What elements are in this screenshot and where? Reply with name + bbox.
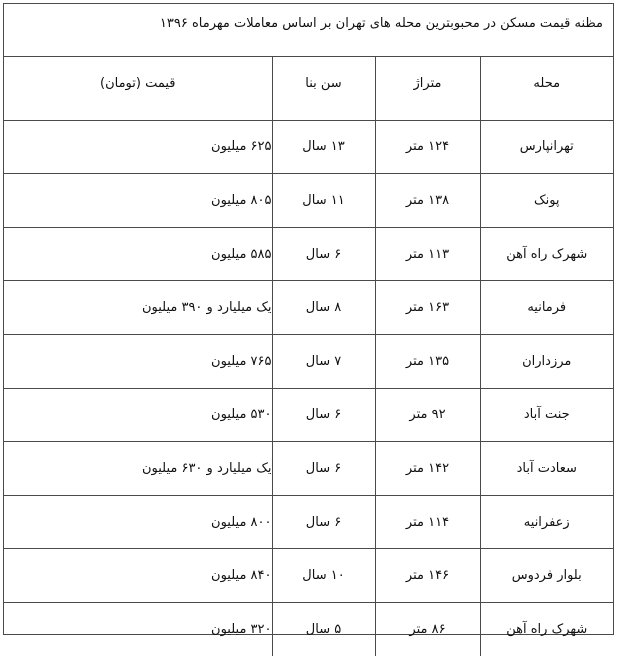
cell-price: ۵۸۵ میلیون xyxy=(4,227,272,281)
cell-age: ۱۰ سال xyxy=(272,549,375,603)
cell-neighborhood: شهرک راه آهن xyxy=(480,602,613,655)
cell-price: ۵۳۰ میلیون xyxy=(4,388,272,442)
cell-neighborhood: پونک xyxy=(480,174,613,228)
header-price: قیمت (تومان) xyxy=(100,75,176,91)
housing-price-table xyxy=(4,57,613,656)
cell-area: ۱۳۸ متر xyxy=(375,174,480,228)
price-table-document xyxy=(3,3,614,635)
cell-neighborhood: تهرانپارس xyxy=(480,120,613,174)
table-row xyxy=(4,174,613,228)
cell-age: ۱۱ سال xyxy=(272,174,375,228)
cell-neighborhood: زعفرانیه xyxy=(480,495,613,549)
cell-age: ۱۳ سال xyxy=(272,120,375,174)
cell-age: ۶ سال xyxy=(272,495,375,549)
cell-area: ۱۱۴ متر xyxy=(375,495,480,549)
table-row xyxy=(4,442,613,496)
cell-area: ۱۴۲ متر xyxy=(375,442,480,496)
cell-neighborhood: بلوار فردوس xyxy=(480,549,613,603)
cell-price: ۸۴۰ میلیون xyxy=(4,549,272,603)
cell-area: ۱۲۴ متر xyxy=(375,120,480,174)
cell-age: ۶ سال xyxy=(272,388,375,442)
cell-age: ۶ سال xyxy=(272,227,375,281)
cell-neighborhood: جنت آباد xyxy=(480,388,613,442)
table-row xyxy=(4,602,613,655)
cell-area: ۱۳۵ متر xyxy=(375,334,480,388)
cell-neighborhood: فرمانیه xyxy=(480,281,613,335)
cell-age: ۶ سال xyxy=(272,442,375,496)
table-row xyxy=(4,495,613,549)
cell-price: ۸۰۰ میلیون xyxy=(4,495,272,549)
cell-area: ۱۶۳ متر xyxy=(375,281,480,335)
table-row xyxy=(4,388,613,442)
table-title: مظنه قیمت مسکن در محبوبترین محله های تهران بر اساس معاملات مهرماه ۱۳۹۶ xyxy=(4,4,613,57)
cell-price: ۶۲۵ میلیون xyxy=(4,120,272,174)
table-row xyxy=(4,120,613,174)
table-row xyxy=(4,334,613,388)
cell-area: ۸۶ متر xyxy=(375,602,480,655)
cell-age: ۵ سال xyxy=(272,602,375,655)
cell-neighborhood: مرزداران xyxy=(480,334,613,388)
cell-price: ۳۲۰ میلیون xyxy=(4,602,272,655)
cell-area: ۹۲ متر xyxy=(375,388,480,442)
table-row xyxy=(4,549,613,603)
header-age: سن بنا xyxy=(272,57,375,120)
header-row xyxy=(4,57,613,120)
header-neighborhood: محله xyxy=(480,57,613,120)
cell-price: یک میلیارد و ۳۹۰ میلیون xyxy=(4,281,272,335)
header-area: متراژ xyxy=(375,57,480,120)
cell-area: ۱۱۳ متر xyxy=(375,227,480,281)
cell-age: ۷ سال xyxy=(272,334,375,388)
cell-neighborhood: شهرک راه آهن xyxy=(480,227,613,281)
cell-price: ۷۶۵ میلیون xyxy=(4,334,272,388)
table-row xyxy=(4,227,613,281)
cell-price: یک میلیارد و ۶۳۰ میلیون xyxy=(4,442,272,496)
table-row xyxy=(4,281,613,335)
cell-age: ۸ سال xyxy=(272,281,375,335)
cell-area: ۱۴۶ متر xyxy=(375,549,480,603)
cell-neighborhood: سعادت آباد xyxy=(480,442,613,496)
cell-price: ۸۰۵ میلیون xyxy=(4,174,272,228)
